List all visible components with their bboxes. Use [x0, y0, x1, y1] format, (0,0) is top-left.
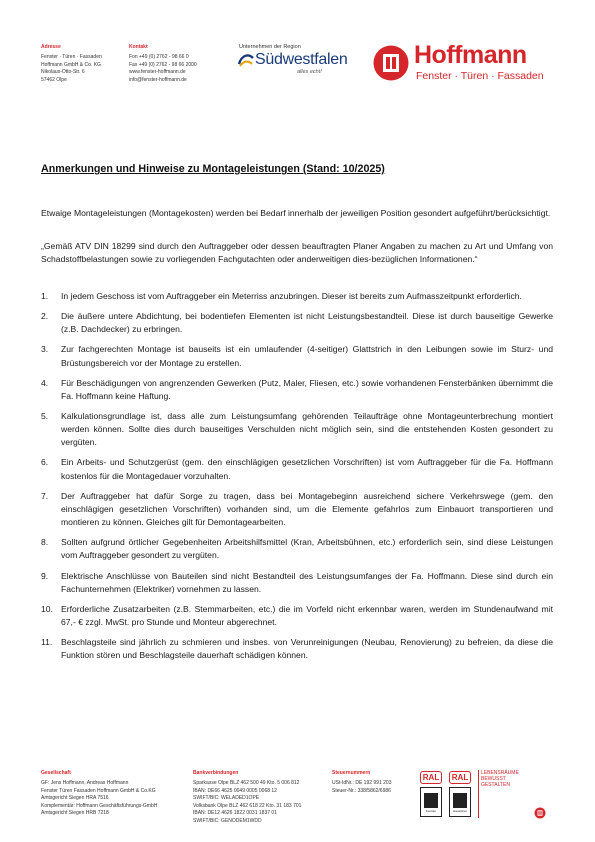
hoffmann-logo	[372, 41, 552, 84]
bank-line: Sparkasse Olpe BLZ 462 500 49 Kto. 5 006 812	[193, 780, 300, 786]
address-line: Fenster · Türen · Fassaden	[41, 54, 102, 60]
address-line: Nikolaus-Otto-Str. 6	[41, 69, 85, 76]
address-heading: Adresse	[41, 44, 61, 50]
notes-list	[41, 290, 553, 669]
partner-logo-sub: alles echt!	[297, 69, 322, 75]
list-text: Kalkulationsgrundlage ist, dass alle zum Leistungsumfang gehörenden Teilaufträge ohne Montageunterbrechung montiert werden können. Sollte dies durch bauseitiges Verschulden nicht möglich sein, sind die entstehenden Kosten gesondert zu vergüten.	[61, 410, 553, 448]
document-title: Anmerkungen und Hinweise zu Montageleistungen (Stand: 10/2025)	[41, 163, 385, 175]
partner-logo-top: Unternehmen der Region	[239, 44, 301, 50]
ral-caption: Haustüren	[453, 809, 467, 813]
bank-line: IBAN: DE12 4626 1822 0031 1837 01	[193, 810, 277, 817]
list-text: Beschlagsteile sind jährlich zu schmieren und insbes. von Verunreinigungen (Neubau, Renovierung) zu befreien, da diese die Funktion stören und Beschlagsteile dauerhaft schädigen können.	[61, 637, 553, 661]
ral-badge-haustueren	[449, 771, 471, 819]
list-number: 8.	[41, 537, 49, 548]
claim-line: LEBENSRÄUME	[481, 770, 519, 776]
tax-heading: Steuernummern	[332, 770, 371, 776]
address-line: 57462 Olpe	[41, 76, 67, 83]
list-text: In jedem Geschoss ist vom Auftraggeber ein Meterriss anzubringen. Dieser ist bereits zum Aufmasszeitpunkt erforderlich.	[61, 291, 522, 301]
contact-website[interactable]: www.fenster-hoffmann.de	[129, 69, 186, 76]
list-item	[41, 490, 553, 530]
list-text: Sollten aufgrund örtlicher Gegebenheiten Arbeitshilfsmittel (Kran, Arbeitsbühnen, etc.) erforderlich sein, sind diese Leistungen vom Auftraggeber gesondert zu vergüten.	[61, 537, 553, 561]
footer-claim	[481, 770, 519, 788]
hoffmann-emblem-icon	[372, 44, 410, 82]
bank-line: SWIFT/BIC: GENODEM1WDD	[193, 817, 262, 824]
ral-quality-mark-icon	[449, 787, 471, 817]
list-item	[41, 603, 553, 629]
company-line: GF: Jens Hoffmann, Andreas Hoffmann	[41, 780, 129, 786]
hoffmann-small-emblem-icon	[534, 807, 546, 819]
tax-line: Steuer-Nr.: 338/5862/6986	[332, 787, 391, 794]
list-number: 2.	[41, 311, 49, 322]
company-line: Amtsgericht Siegen HRB 7218	[41, 810, 109, 817]
intro-paragraph: Etwaige Montageleistungen (Montagekosten) werden bei Bedarf innerhalb der jeweiligen Position gesondert aufgeführt/berücksichtigt.	[41, 208, 551, 218]
company-line: Fenster Türen Fassaden Hoffmann GmbH & Co.KG	[41, 787, 156, 794]
partner-swirl-icon	[237, 52, 255, 68]
quote-paragraph: „Gemäß ATV DIN 18299 sind durch den Auftraggeber oder dessen beauftragten Planer Angaben zu machen zu Art und Umfang von Schadstoffbelastungen sowie zu vorliegenden Fachgutachten oder anderweitigen dies-bezüglichen Informationen.“	[41, 241, 553, 265]
list-item	[41, 377, 553, 403]
claim-line: GESTALTEN	[481, 782, 510, 788]
list-item	[41, 456, 553, 482]
list-text: Zur fachgerechten Montage ist bauseits ist ein umlaufender (4-seitiger) Glattstrich in den Leibungen sowie im Sturz- und Brüstungsbereich vor der Montage zu erstellen.	[61, 344, 553, 368]
brand-tagline: Fenster · Türen · Fassaden	[416, 70, 544, 82]
contact-phone: Fon +49 (0) 2762 - 98 66 0	[129, 54, 189, 60]
list-number: 1.	[41, 291, 49, 301]
claim-line: BEWUSST	[481, 776, 506, 782]
suedwestfalen-logo	[237, 44, 347, 80]
list-text: Der Auftraggeber hat dafür Sorge zu tragen, dass bei Montagebeginn ausreichend sichere Verkehrswege (gem. den einschlägigen gesetzlichen Vorschriften) vorhanden sind, um die Elemente gefahrlos zum Einbauort transportieren und montieren zu können. Gleiches gilt für Demontagearbeiten.	[61, 490, 553, 528]
list-number: 7.	[41, 490, 49, 501]
list-number: 3.	[41, 344, 49, 355]
company-line: Amtsgericht Siegen HRA 7516	[41, 795, 109, 802]
list-text: Erforderliche Zusatzarbeiten (z.B. Stemmarbeiten, etc.) die im Vorfeld nicht erkennbar waren, werden im Stundenaufwand mit 67,- € zzgl. MwSt. pro Stunde und Monteur abgerechnet.	[61, 603, 553, 628]
contact-fax: Fax +49 (0) 2762 - 98 66 2000	[129, 61, 197, 68]
header-contact	[129, 44, 197, 84]
footer-company	[41, 770, 157, 818]
list-number: 11.	[41, 637, 53, 648]
contact-heading: Kontakt	[129, 44, 148, 50]
list-item	[41, 636, 553, 662]
list-item	[41, 536, 553, 562]
ral-caption: Fenster	[425, 809, 437, 813]
address-line: Hoffmann GmbH & Co. KG	[41, 61, 101, 68]
contact-email[interactable]: info@fenster-hoffmann.de	[129, 76, 187, 83]
bank-line: Volksbank Olpe BLZ 462 618 22 Kto. 31 183 701	[193, 802, 302, 809]
company-line: Komplementär: Hoffmann Geschäftsführungs-GmbH	[41, 802, 158, 809]
list-text: Elektrische Anschlüsse von Bauteilen sind nicht Bestandteil des Leistungsumfanges der Fa. Hoffmann. Diese sind durch ein Fachunternehmen (Elektriker) vornehmen zu lassen.	[61, 570, 553, 594]
list-item	[41, 343, 553, 369]
tax-line: USt-IdNr.: DE 192 991 203	[332, 780, 392, 786]
claim-divider	[478, 770, 479, 818]
list-number: 6.	[41, 457, 49, 468]
list-item	[41, 570, 553, 596]
list-number: 9.	[41, 570, 49, 581]
list-text: Ein Arbeits- und Schutzgerüst (gem. den einschlägigen gesetzlichen Vorschriften) ist vom Auftraggeber für die Fa. Hoffmann kostenlos für die Montagedauer vorzuhalten.	[61, 457, 553, 481]
list-number: 10.	[41, 603, 53, 614]
list-text: Für Beschädigungen von angrenzenden Gewerken (Putz, Maler, Fliesen, etc.) sowie vorhandenen Fensterbänken übernimmt die Fa. Hoffmann keine Haftung.	[61, 377, 553, 401]
bank-line: SWIFT/BIC: WELADED1OPE	[193, 795, 260, 802]
header-address	[41, 44, 102, 84]
list-text: Die äußere untere Abdichtung, bei bodentiefen Elementen ist nicht Leistungsbestandteil. Diese ist durch bauseitige Gewerke (z.B. Dachdecker) zu erbringen.	[61, 311, 553, 335]
list-item	[41, 410, 553, 450]
bank-heading: Bankverbindungen	[193, 770, 239, 776]
list-item	[41, 310, 553, 336]
footer-bank	[193, 770, 301, 826]
list-item	[41, 290, 553, 303]
ral-badge-fenster	[420, 771, 442, 819]
partner-logo-name: Südwestfalen	[255, 51, 348, 68]
ral-badge-label: RAL	[449, 771, 471, 784]
list-number: 4.	[41, 377, 49, 388]
bank-line: IBAN: DE66 4625 0049 0005 0068 12	[193, 787, 277, 794]
ral-quality-mark-icon	[420, 787, 442, 817]
footer-tax	[332, 770, 391, 795]
list-number: 5.	[41, 410, 49, 421]
ral-badge-label: RAL	[420, 771, 442, 784]
brand-name: Hoffmann	[414, 41, 527, 69]
company-heading: Gesellschaft	[41, 770, 71, 776]
